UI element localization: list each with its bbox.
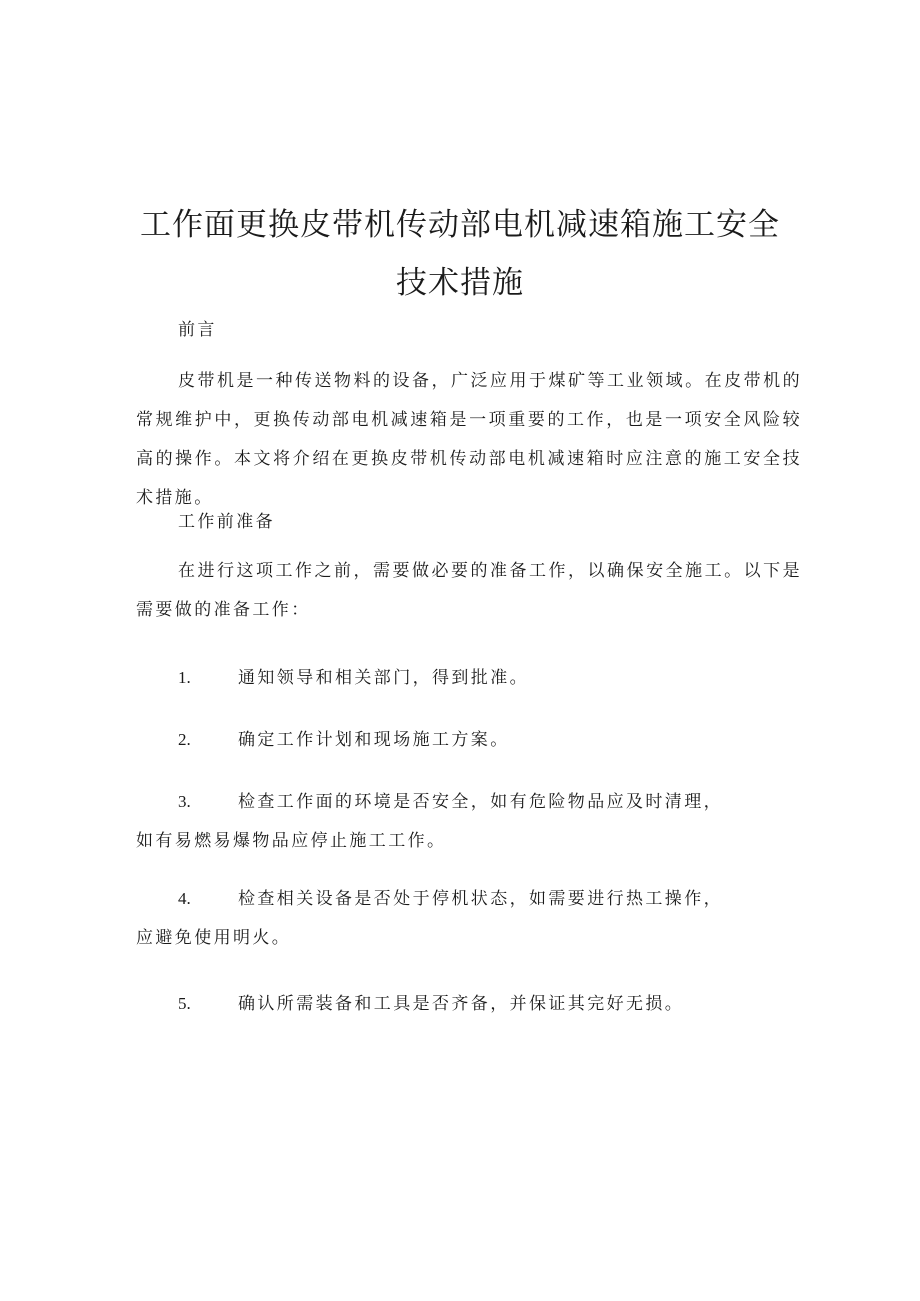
list-item-continuation: 应避免使用明火。 bbox=[136, 928, 292, 948]
list-item bbox=[136, 984, 802, 1024]
list-item-number: 4. bbox=[178, 889, 191, 908]
title-line-1: 工作面更换皮带机传动部电机减速箱施工安全 bbox=[140, 207, 780, 243]
document-title bbox=[130, 196, 790, 312]
list-item-text: 确认所需装备和工具是否齐备，并保证其完好无损。 bbox=[238, 994, 685, 1014]
list-item-number: 1. bbox=[178, 668, 191, 687]
title-line-2: 技术措施 bbox=[396, 265, 524, 301]
section-heading-preface: 前言 bbox=[178, 320, 217, 340]
preparation-paragraph: 在进行这项工作之前，需要做必要的准备工作，以确保安全施工。以下是需要做的准备工作： bbox=[136, 561, 802, 620]
list-item-text: 检查相关设备是否处于停机状态，如需要进行热工操作， bbox=[238, 889, 723, 909]
list-item bbox=[136, 782, 802, 861]
list-item-continuation: 如有易燃易爆物品应停止施工工作。 bbox=[136, 831, 447, 851]
list-item bbox=[136, 658, 802, 698]
list-item-text: 确定工作计划和现场施工方案。 bbox=[238, 730, 510, 750]
preface-paragraph: 皮带机是一种传送物料的设备，广泛应用于煤矿等工业领域。在皮带机的常规维护中，更换传动部电机减速箱是一项重要的工作，也是一项安全风险较高的操作。本文将介绍在更换皮带机传动部电机减速箱时应注意的施工安全技术措施。 bbox=[136, 371, 802, 508]
section-heading-preparation: 工作前准备 bbox=[178, 512, 275, 532]
list-item-text: 通知领导和相关部门，得到批准。 bbox=[238, 668, 529, 688]
list-item-text: 检查工作面的环境是否安全，如有危险物品应及时清理， bbox=[238, 792, 723, 812]
list-item bbox=[136, 879, 802, 958]
list-item-number: 3. bbox=[178, 792, 191, 811]
list-item-number: 5. bbox=[178, 994, 191, 1013]
list-item bbox=[136, 720, 802, 760]
list-item-number: 2. bbox=[178, 730, 191, 749]
